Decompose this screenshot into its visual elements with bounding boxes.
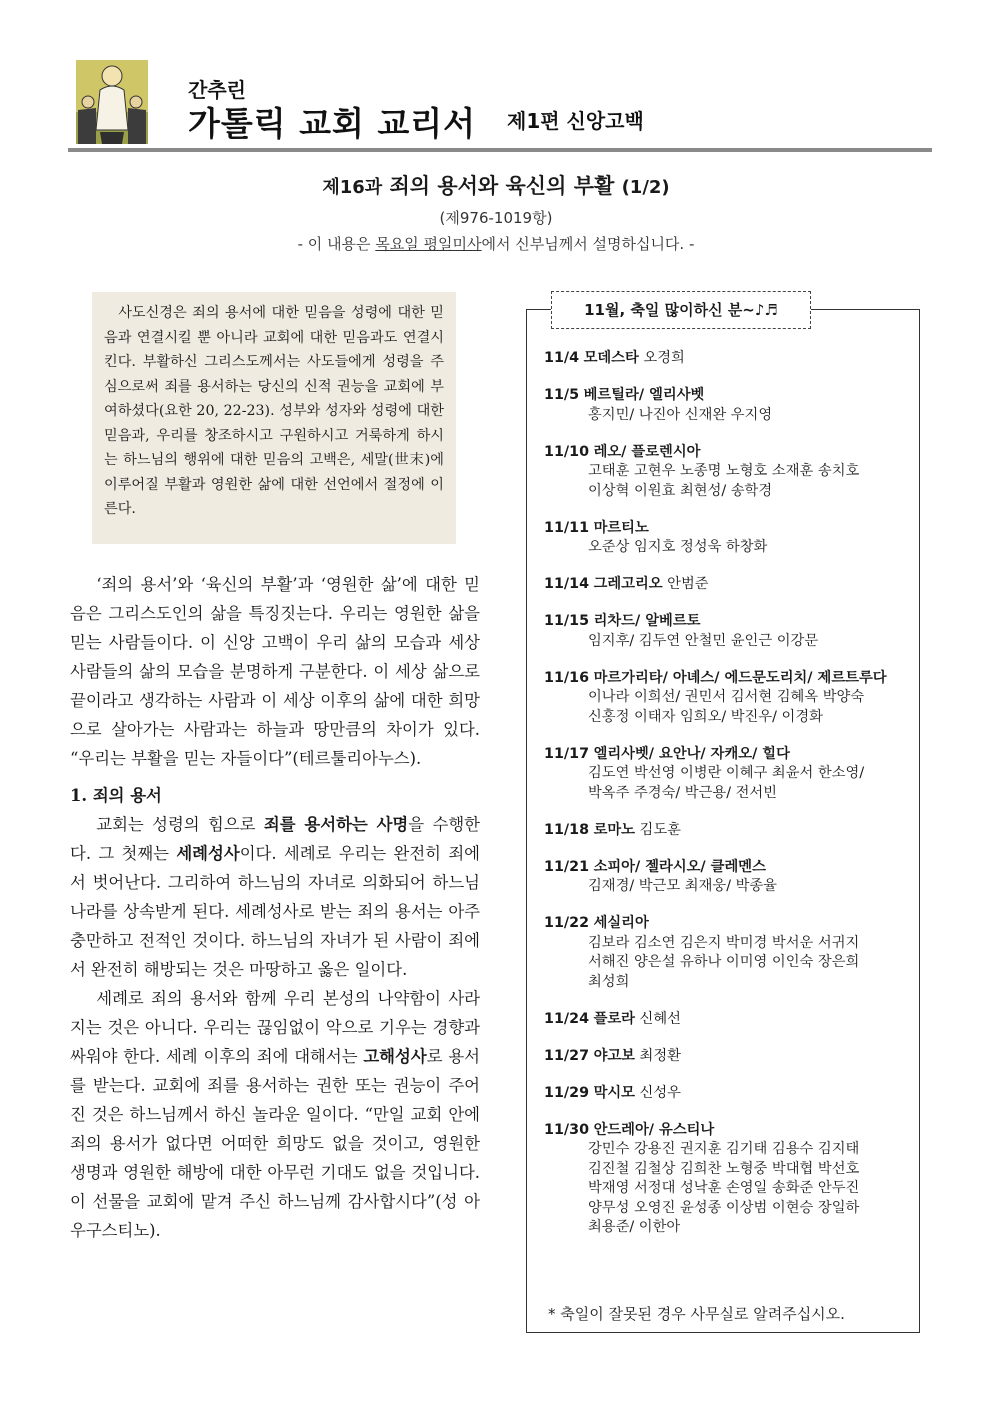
publication-subtitle: 간추린 bbox=[188, 78, 246, 102]
feast-inline-name: 김도훈 bbox=[639, 821, 681, 838]
feast-item bbox=[544, 914, 914, 992]
body-paragraph-2 bbox=[70, 810, 480, 984]
feast-item bbox=[544, 1121, 914, 1238]
notice-text-end: 에서 신부님께서 설명하십니다. - bbox=[481, 235, 695, 253]
feast-heading-line bbox=[544, 612, 914, 632]
feast-date: 11/17 bbox=[544, 745, 590, 762]
lesson-title bbox=[0, 170, 992, 200]
notice-text-start: - 이 내용은 bbox=[297, 235, 376, 253]
summary-text: 사도신경은 죄의 용서에 대한 믿음을 성령에 대한 믿음과 연결시킬 뿐 아니라 교회에 대한 믿음과도 연결시킨다. 부활하신 그리스도께서는 사도들에게 성령을 주심으로써 죄를 용서하는 당신의 신적 권능을 교회에 부여하셨다(요한 20, 22-23). 성부와 성자와 성령에 대한 믿음과, 우리를 창조하시고 구원하시고 거룩하게 하시는 하느님의 행위에 대한 믿음의 고백은, 세말(世末)에 이루어질 부활과 영원한 삶에 대한 선언에서 절정에 이른다. bbox=[104, 305, 444, 517]
p2-text-c: 을 수행한다. 그 첫째는 bbox=[70, 815, 480, 863]
feast-names-line: 최용준/ 이한아 bbox=[588, 1219, 681, 1235]
feast-heading-line bbox=[544, 1121, 914, 1141]
feast-names-line: 신홍정 이태자 임희오/ 박진우/ 이경화 bbox=[588, 708, 823, 725]
main-body bbox=[70, 570, 480, 1245]
feast-inline-name: 신혜선 bbox=[639, 1010, 681, 1027]
feast-date: 11/29 bbox=[544, 1084, 590, 1101]
feast-names-line: 오준상 임지호 정성욱 하창화 bbox=[588, 539, 768, 555]
feast-saint: 마르가리타/ 아녜스/ 에드문도리치/ 제르트루다 bbox=[593, 669, 887, 686]
feast-inline-name: 오경희 bbox=[643, 350, 685, 366]
feast-names-line: 서해진 양은설 유하나 이미영 이인숙 장은희 bbox=[588, 954, 860, 970]
feast-saint: 안드레아/ 유스티나 bbox=[593, 1121, 715, 1138]
feast-names-line: 김진철 김철상 김희찬 노형중 박대협 박선호 bbox=[588, 1160, 860, 1177]
section-heading: 1. 죄의 용서 bbox=[70, 786, 162, 805]
feast-day-title: 11월, 축일 많이하신 분~♪♬ bbox=[551, 291, 811, 329]
feast-saint: 막시모 bbox=[593, 1084, 635, 1101]
feast-heading-line bbox=[544, 1047, 914, 1067]
body-paragraph-1: ‘죄의 용서’와 ‘육신의 부활’과 ‘영원한 삶’에 대한 믿음은 그리스도인의 삶을 특징짓는다. 우리는 영원한 삶을 믿는 사람들이다. 이 신앙 고백이 우리 삶의 모습과 세상 사람들의 삶의 모습을 분명하게 구분한다. 이 세상 삶으로 끝이라고 생각하는 사람과 이 세상 이후의 삶에 대한 희망으로 살아가는 사람과는 하늘과 땅만큼의 차이가 있다. “우리는 부활을 믿는 자들이다”(테르툴리아누스). bbox=[70, 575, 480, 768]
lesson-number: 제16과 bbox=[322, 177, 383, 198]
feast-date: 11/18 bbox=[544, 821, 590, 838]
feast-names-line: 박재영 서정대 성낙훈 손영일 송화준 안두진 bbox=[588, 1180, 860, 1196]
feast-date: 11/30 bbox=[544, 1121, 590, 1138]
feast-correction-note: * 축일이 잘못된 경우 사무실로 알려주십시오. bbox=[548, 1305, 845, 1323]
feast-saint: 모데스타 bbox=[583, 350, 639, 366]
feast-item bbox=[544, 1047, 914, 1067]
feast-date: 11/10 bbox=[544, 443, 590, 460]
feast-date: 11/24 bbox=[544, 1010, 590, 1027]
p2-bold-baptism: 세례성사 bbox=[176, 844, 240, 863]
feast-saint: 야고보 bbox=[593, 1047, 635, 1064]
feast-heading-line bbox=[544, 1084, 914, 1104]
feast-item bbox=[544, 349, 914, 369]
feast-item bbox=[544, 1084, 914, 1104]
feast-saint: 리차드/ 알베르토 bbox=[593, 613, 701, 629]
feast-heading-line bbox=[544, 914, 914, 934]
feast-names-line: 양무성 오영진 윤성종 이상범 이현승 장일하 bbox=[588, 1199, 860, 1216]
feast-names-line: 이상혁 이원효 최현성/ 송학경 bbox=[588, 482, 773, 499]
feast-date: 11/16 bbox=[544, 669, 590, 686]
feast-item bbox=[544, 821, 914, 841]
feast-heading-line bbox=[544, 349, 914, 369]
feast-names-line: 박옥주 주경숙/ 박근용/ 전서빈 bbox=[588, 784, 777, 801]
feast-heading-line bbox=[544, 519, 914, 539]
feast-heading-line bbox=[544, 821, 914, 841]
feast-names-line: 임지후/ 김두연 안철민 윤인근 이강문 bbox=[588, 632, 819, 649]
feast-names-line: 홍지민/ 나진아 신재완 우지영 bbox=[588, 406, 773, 423]
feast-saint: 레오/ 플로렌시아 bbox=[593, 443, 701, 460]
feast-heading-line bbox=[544, 575, 914, 595]
feast-saint: 그레고리오 bbox=[593, 576, 663, 592]
p3-bold-confession: 고해성사 bbox=[363, 1047, 427, 1066]
feast-item bbox=[544, 519, 914, 558]
lesson-name: 죄의 용서와 육신의 부활 bbox=[389, 174, 615, 198]
feast-item bbox=[544, 858, 914, 897]
feast-item bbox=[544, 612, 914, 651]
feast-date: 11/14 bbox=[544, 576, 590, 592]
feast-names-line: 최성희 bbox=[588, 973, 630, 990]
part-label: 제1편 신앙고백 bbox=[507, 109, 644, 133]
p3-text-a: 세례로 죄의 용서와 함께 우리 본성의 나약함이 사라지는 것은 아니다. 우리는 끊임없이 악으로 기우는 경향과 싸워야 한다. 세례 이후의 죄에 대해서는 bbox=[70, 989, 480, 1066]
body-paragraph-3 bbox=[70, 984, 480, 1245]
feast-saint: 엘리사벳/ 요안나/ 자캐오/ 힐다 bbox=[593, 745, 790, 762]
feast-saint: 소피아/ 젤라시오/ 클레멘스 bbox=[593, 858, 766, 875]
feast-inline-name: 최정환 bbox=[639, 1047, 681, 1064]
p2-text-e: 이다. 세례로 우리는 완전히 죄에서 벗어난다. 그리하여 하느님의 자녀로 의화되어 하느님 나라를 상속받게 된다. 세례성사로 받는 죄의 용서는 아주 충만하고 전적인 것이다. 하느님의 자녀가 된 사람이 죄에서 완전히 해방되는 것은 마땅하고 옳은 일이다. bbox=[70, 844, 480, 979]
lesson-part-number: (1/2) bbox=[621, 177, 670, 198]
feast-heading-line bbox=[544, 443, 914, 463]
feast-inline-name: 신성우 bbox=[639, 1084, 681, 1101]
feast-names-line: 강민수 강용진 권지훈 김기태 김용수 김지태 bbox=[588, 1141, 860, 1157]
feast-heading-line bbox=[544, 858, 914, 878]
feast-names-line: 고태훈 고현우 노종명 노형호 소재훈 송치호 bbox=[588, 463, 860, 479]
feast-saint: 마르티노 bbox=[593, 519, 649, 536]
p3-text-c: 로 용서를 받는다. 교회에 죄를 용서하는 권한 또는 권능이 주어진 것은 하느님께서 하신 놀라운 일이다. “만일 교회 안에 죄의 용서가 없다면 어떠한 희망도 없을 것이고, 영원한 생명과 영원한 해방에 대한 아무런 기대도 없을 것입니다. 이 선물을 교회에 맡겨 주신 하느님께 감사합시다”(성 아우구스티노). bbox=[70, 1047, 480, 1240]
feast-date: 11/15 bbox=[544, 613, 590, 629]
paragraph-range: (제976-1019항) bbox=[439, 209, 553, 227]
feast-date: 11/11 bbox=[544, 519, 590, 536]
feast-saint: 플로라 bbox=[593, 1010, 635, 1027]
feast-item bbox=[544, 745, 914, 804]
notice-line bbox=[0, 233, 992, 254]
feast-item bbox=[544, 386, 914, 425]
feast-item bbox=[544, 443, 914, 502]
jesus-disciples-logo bbox=[76, 60, 148, 144]
feast-date: 11/5 bbox=[544, 387, 580, 403]
notice-underlined: 목요일 평일미사 bbox=[375, 235, 482, 253]
feast-saint: 세실리아 bbox=[593, 915, 649, 931]
feast-heading-line bbox=[544, 669, 914, 689]
feast-day-list bbox=[544, 349, 914, 1255]
p2-text-a: 교회는 성령의 힘으로 bbox=[96, 815, 264, 834]
feast-item bbox=[544, 575, 914, 595]
feast-date: 11/4 bbox=[544, 350, 580, 366]
feast-saint: 베르틸라/ 엘리사벳 bbox=[583, 387, 705, 403]
summary-box bbox=[92, 292, 456, 544]
feast-saint: 로마노 bbox=[593, 821, 635, 838]
feast-names-line: 이나라 이희선/ 권민서 김서현 김혜옥 박양숙 bbox=[588, 689, 865, 705]
feast-names-line: 김보라 김소연 김은지 박미경 박서운 서귀지 bbox=[588, 934, 860, 951]
feast-date: 11/22 bbox=[544, 915, 590, 931]
feast-date: 11/21 bbox=[544, 858, 590, 875]
feast-item bbox=[544, 1010, 914, 1030]
feast-heading-line bbox=[544, 1010, 914, 1030]
feast-date: 11/27 bbox=[544, 1047, 590, 1064]
feast-names-line: 김도연 박선영 이병란 이혜구 최윤서 한소영/ bbox=[588, 765, 865, 781]
feast-heading-line bbox=[544, 386, 914, 406]
feast-inline-name: 안범준 bbox=[667, 576, 709, 592]
publication-title: 가톨릭 교회 교리서 bbox=[188, 104, 477, 143]
header-rule bbox=[68, 148, 932, 152]
feast-names-line: 김재경/ 박근모 최재웅/ 박종율 bbox=[588, 878, 777, 894]
p2-bold-mission: 죄를 용서하는 사명 bbox=[263, 815, 409, 834]
feast-item bbox=[544, 669, 914, 728]
feast-heading-line bbox=[544, 745, 914, 765]
